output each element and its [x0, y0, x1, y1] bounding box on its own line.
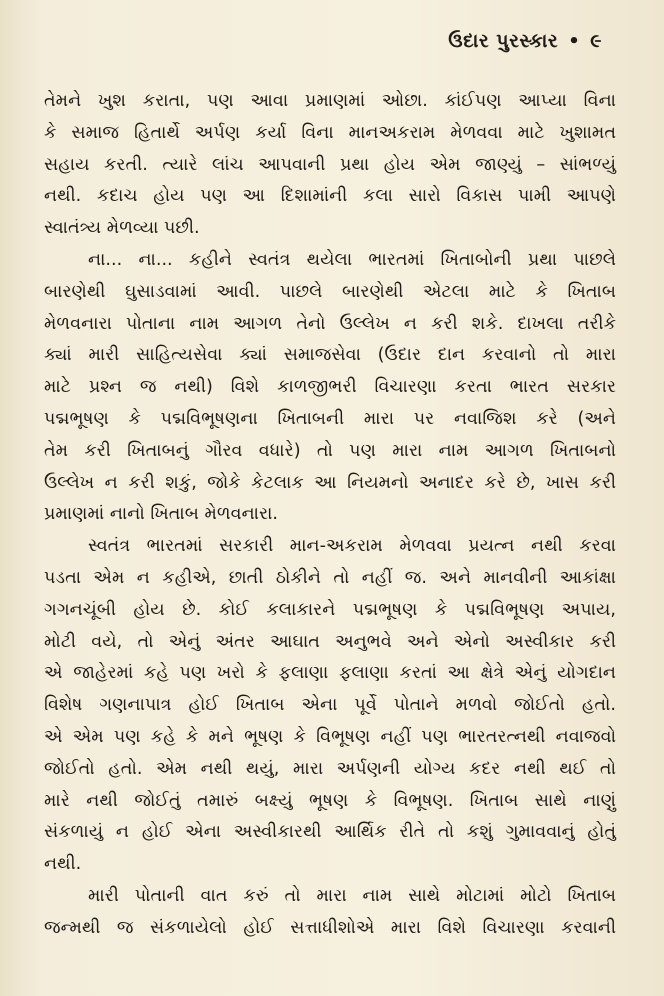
running-title: ઉદાર પુરસ્કાર: [448, 30, 559, 52]
text-line: તેમને ખુશ કરાતા, પણ આવા પ્રમાણમાં ઓછા. કાંઈપણ આપ્યા વિના: [44, 91, 616, 111]
text-line: એ એમ પણ કહે કે મને ભૂષણ કે વિભૂષણ નહીં પણ ભારતરત્નથી નવાજવો: [44, 726, 616, 747]
text-line: નથી.: [44, 854, 82, 875]
text-line: તેમ કરી ખિતાબનું ગૌરવ વધારે) તો પણ મારા નામ આગળ ખિતાબનો: [44, 440, 616, 461]
text-line: એ જાહેરમાં કહે પણ ખરો કે ફલાણા ફલાણા કરતાં આ ક્ષેત્રે એનું યોગદાન: [44, 663, 616, 684]
text-line: પદ્મભૂષણ કે પદ્મવિભૂષણના ખિતાબની મારા પર નવાજિશ કરે (અને: [44, 408, 616, 429]
text-line: કે સમાજ હિતાર્થે અર્પણ કર્યા વિના માનઅકરામ મેળવવા માટે ખુશામત: [44, 122, 616, 143]
text-line: પ્રમાણમાં નાનો ખિતાબ મેળવનારા.: [44, 504, 278, 525]
text-line: ક્યાં મારી સાહિત્યસેવા ક્યાં સમાજસેવા (ઉદાર દાન કરવાનો તો મારા: [44, 345, 616, 366]
text-line: જન્મથી જ સંકળાયેલો હોઈ સત્તાધીશોએ મારા વિશે વિચારણા કરવાની: [44, 917, 616, 938]
body-text: [44, 86, 616, 945]
text-line: મારે નથી જોઈતું તમારું બક્ષ્યું ભૂષણ કે વિભૂષણ. ખિતાબ સાથે નાણું: [44, 790, 616, 811]
text-line: સહાય કરતી. ત્યારે લાંચ આપવાની પ્રથા હોય એમ જાણ્યું – સાંભળ્યું: [44, 154, 616, 175]
header-bullet: •: [568, 30, 581, 52]
text-line: બારણેથી ઘુસાડવામાં આવી. પાછલે બારણેથી એટલા માટે કે ખિતાબ: [44, 281, 616, 302]
text-line: જોઈતો હતો. એમ નથી થયું, મારા અર્પણની યોગ્ય કદર નથી થઈ તો: [44, 758, 616, 779]
text-line: સ્વાતંત્ર્ય મેળવ્યા પછી.: [44, 218, 200, 239]
text-line: વિશેષ ગણનાપાત્ર હોઈ ખિતાબ એના પૂર્વે પોતાને મળવો જોઈતો હતો.: [44, 695, 616, 716]
running-header: [448, 30, 602, 52]
text-line: મોટી વયે, તો એનું અંતર આઘાત અનુભવે અને એનો અસ્વીકાર કરી: [44, 631, 616, 652]
text-line: નથી. કદાચ હોય પણ આ દિશામાંની કલા સારો વિકાસ પામી આપણે: [44, 186, 616, 207]
text-line: મારી પોતાની વાત કરું તો મારા નામ સાથે મોટામાં મોટો ખિતાબ: [88, 885, 616, 906]
page-number: ૯: [590, 30, 602, 52]
text-line: મેળવનારા પોતાના નામ આગળ તેનો ઉલ્લેખ ન કરી શકે. દાખલા તરીકે: [44, 313, 616, 334]
text-line: ગગનચૂંબી હોય છે. કોઈ કલાકારને પદ્મભૂષણ કે પદ્મવિભૂષણ અપાય,: [44, 599, 616, 620]
text-line: સ્વતંત્ર ભારતમાં સરકારી માન-અકરામ મેળવવા પ્રયત્ન નથી કરવા: [88, 536, 616, 557]
text-line: ના... ના... કહીને સ્વતંત્ર થયેલા ભારતમાં ખિતાબોની પ્રથા પાછલે: [88, 249, 616, 270]
text-line: પડતા એમ ન કહીએ, છાતી ઠોકીને તો નહીં જ. અને માનવીની આકાંક્ષા: [44, 567, 616, 588]
text-line: માટે પ્રશ્ન જ નથી) વિશે કાળજીભરી વિચારણા કરતા ભારત સરકાર: [44, 377, 616, 398]
text-line: ઉલ્લેખ ન કરી શકું, જોકે કેટલાક આ નિયમનો અનાદર કરે છે, ખાસ કરી: [44, 472, 616, 493]
text-line: સંકળાયું ન હોઈ એના અસ્વીકારથી આર્થિક રીતે તો કશું ગુમાવવાનું હોતું: [44, 822, 616, 843]
